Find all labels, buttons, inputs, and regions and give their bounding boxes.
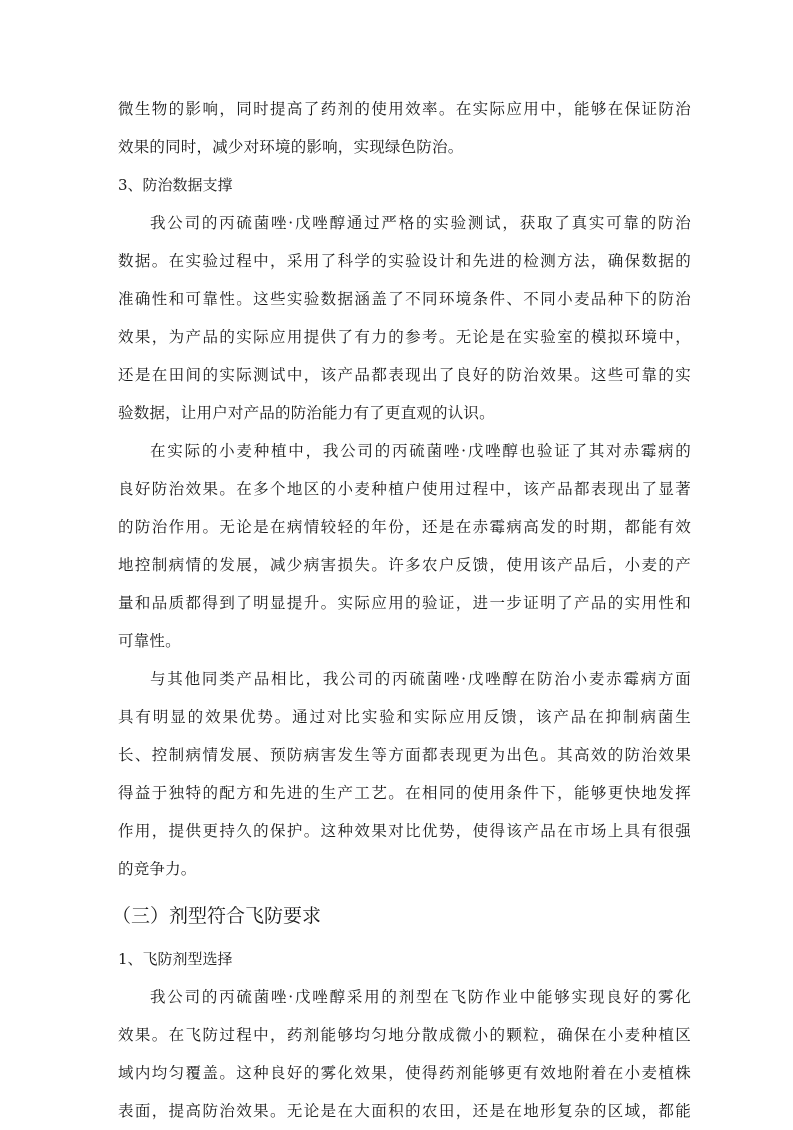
subheading-data-support: 3、防治数据支撑 <box>118 176 233 194</box>
text-line: 验数据，让用户对产品的防治能力有了更直观的认识。 <box>118 404 495 422</box>
text-line: 还是在田间的实际测试中，该产品都表现出了良好的防治效果。这些可靠的实 <box>118 366 691 384</box>
text-line: 效果，为产品的实际应用提供了有力的参考。无论是在实验室的模拟环境中， <box>118 328 691 346</box>
text-line: 作用，提供更持久的保护。这种效果对比优势，使得该产品在市场上具有很强 <box>118 822 691 840</box>
text-line: 我公司的丙硫菌唑·戊唑醇通过严格的实验测试，获取了真实可靠的防治 <box>150 214 691 232</box>
text-line: 准确性和可靠性。这些实验数据涵盖了不同环境条件、不同小麦品种下的防治 <box>118 290 691 308</box>
text-line: 具有明显的效果优势。通过对比实验和实际应用反馈，该产品在抑制病菌生 <box>118 708 691 726</box>
text-line: 量和品质都得到了明显提升。实际应用的验证，进一步证明了产品的实用性和 <box>118 594 691 612</box>
text-line: 得益于独特的配方和先进的生产工艺。在相同的使用条件下，能够更快地发挥 <box>118 784 691 802</box>
section-heading-formulation: （三）剂型符合飞防要求 <box>112 905 322 927</box>
text-line: 效果。在飞防过程中，药剂能够均匀地分散成微小的颗粒，确保在小麦种植区 <box>118 1026 691 1044</box>
paragraph-experiment-data <box>118 204 691 432</box>
text-line: 微生物的影响，同时提高了药剂的使用效率。在实际应用中，能够在保证防治 <box>118 100 691 118</box>
subheading-formulation-choice: 1、飞防剂型选择 <box>118 950 233 968</box>
text-line: 与其他同类产品相比，我公司的丙硫菌唑·戊唑醇在防治小麦赤霉病方面 <box>150 670 691 688</box>
text-line: 域内均匀覆盖。这种良好的雾化效果，使得药剂能够更有效地附着在小麦植株 <box>118 1064 691 1082</box>
document-page <box>112 90 691 1130</box>
text-line: 的竞争力。 <box>118 860 197 878</box>
text-line: 良好防治效果。在多个地区的小麦种植户使用过程中，该产品都表现出了显著 <box>118 480 691 498</box>
text-line: 效果的同时，减少对环境的影响，实现绿色防治。 <box>118 138 464 156</box>
paragraph-field-validation <box>118 432 691 660</box>
text-line: 地控制病情的发展，减少病害损失。许多农户反馈，使用该产品后，小麦的产 <box>118 556 691 574</box>
text-line: 我公司的丙硫菌唑·戊唑醇采用的剂型在飞防作业中能够实现良好的雾化 <box>150 988 691 1006</box>
text-line: 数据。在实验过程中，采用了科学的实验设计和先进的检测方法，确保数据的 <box>118 252 691 270</box>
text-line: 长、控制病情发展、预防病害发生等方面都表现更为出色。其高效的防治效果 <box>118 746 691 764</box>
paragraph-comparison <box>118 660 691 888</box>
text-line: 在实际的小麦种植中，我公司的丙硫菌唑·戊唑醇也验证了其对赤霉病的 <box>150 442 691 460</box>
paragraph-continuation <box>118 90 691 166</box>
paragraph-atomization <box>118 978 691 1130</box>
text-line: 的防治作用。无论是在病情较轻的年份，还是在赤霉病高发的时期，都能有效 <box>118 518 691 536</box>
text-line: 表面，提高防治效果。无论是在大面积的农田，还是在地形复杂的区域，都能 <box>118 1102 691 1120</box>
text-line: 可靠性。 <box>118 632 181 650</box>
